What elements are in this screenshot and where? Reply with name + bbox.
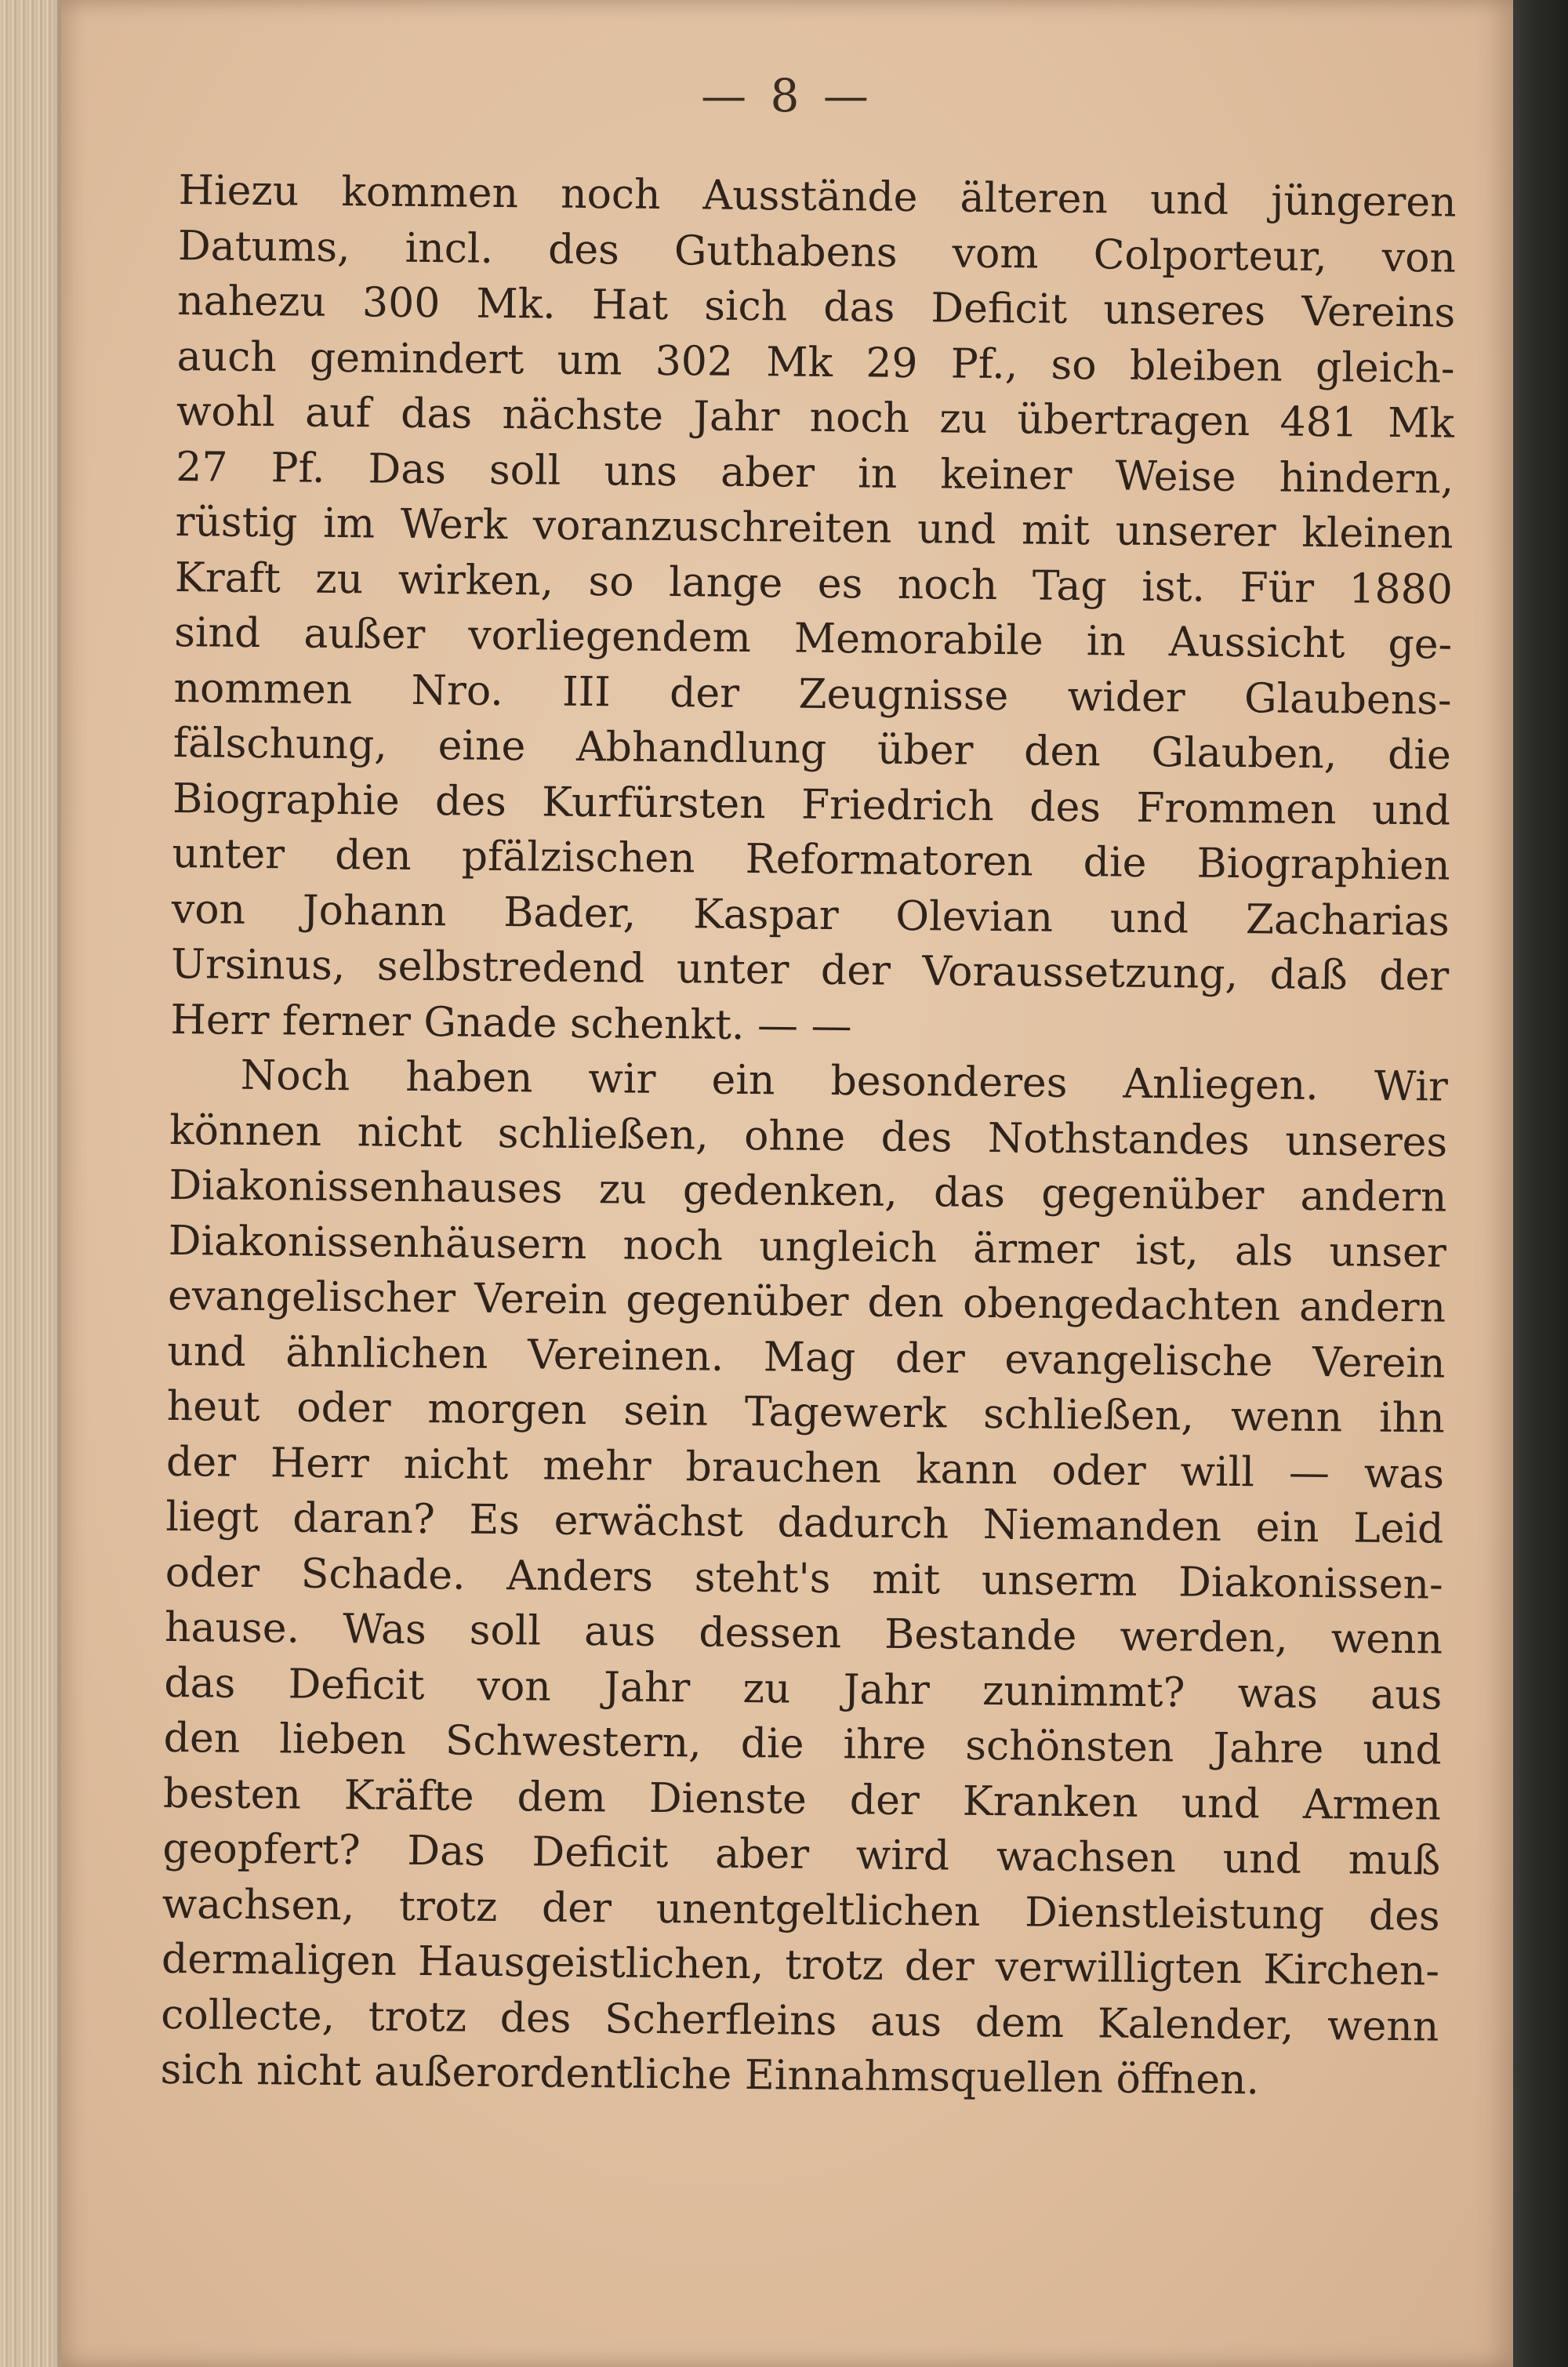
- text-line: wohl auf das nächste Jahr noch zu übertragen 481 Mk: [176, 387, 1455, 448]
- text-line: nahezu 300 Mk. Hat sich das Deficit unseres Vereins: [177, 277, 1456, 337]
- text-line: sind außer vorliegendem Memorabile in Aussicht ge-: [173, 608, 1453, 669]
- text-line: fälschung, eine Abhandlung über den Glauben, die: [172, 719, 1452, 779]
- text-line: nommen Nro. III der Zeugnisse wider Glaubens-: [173, 664, 1452, 724]
- text-line: 27 Pf. Das soll uns aber in keiner Weise hindern,: [175, 443, 1454, 503]
- text-line: oder Schade. Anders steht's mit unserm Diakonissen-: [165, 1548, 1443, 1609]
- book-page: [61, 0, 1513, 2367]
- text-line: collecte, trotz des Scherfleins aus dem Kalender, wenn: [161, 1991, 1439, 2051]
- text-line: unter den pfälzischen Reformatoren die Biographien: [172, 830, 1450, 890]
- text-line: können nicht schließen, ohne des Nothstandes unseres: [169, 1106, 1448, 1167]
- text-line: Ursinus, selbstredend unter der Voraussetzung, daß der: [170, 940, 1450, 1000]
- body-text: [160, 163, 1457, 2110]
- book-cover: [1513, 0, 1568, 2367]
- text-line: Datums, incl. des Guthabens vom Colporteur, von: [177, 222, 1457, 282]
- text-line: der Herr nicht mehr brauchen kann oder will — was: [165, 1438, 1445, 1498]
- text-line: das Deficit von Jahr zu Jahr zunimmt? was aus: [164, 1659, 1443, 1719]
- text-line: und ähnlichen Vereinen. Mag der evangelische Verein: [167, 1327, 1446, 1388]
- page-number: — 8 —: [701, 69, 873, 122]
- text-line: Biographie des Kurfürsten Friedrich des Frommen und: [172, 775, 1451, 835]
- text-line: Diakonissenhauses zu gedenken, das gegenüber andern: [169, 1161, 1447, 1222]
- text-line: auch gemindert um 302 Mk 29 Pf., so bleiben gleich-: [176, 332, 1455, 393]
- text-line: evangelischer Verein gegenüber den obengedachten andern: [167, 1272, 1446, 1332]
- text-line: hause. Was soll aus dessen Bestande werden, wenn: [164, 1603, 1443, 1664]
- text-line: dermaligen Hausgeistlichen, trotz der verwilligten Kirchen-: [161, 1935, 1440, 1995]
- text-line: besten Kräfte dem Dienste der Kranken und Armen: [162, 1770, 1442, 1830]
- text-line: Noch haben wir ein besonderes Anliegen. Wir: [240, 1051, 1449, 1111]
- text-line: wachsen, trotz der unentgeltlichen Dienstleistung des: [162, 1880, 1440, 1940]
- text-line: Hiezu kommen noch Ausstände älteren und jüngeren: [178, 166, 1457, 227]
- text-line: Herr ferner Gnade schenkt. — —: [170, 996, 852, 1050]
- text-line: rüstig im Werk voranzuschreiten und mit unserer kleinen: [175, 498, 1454, 558]
- text-line: heut oder morgen sein Tagewerk schließen, wenn ihn: [166, 1382, 1445, 1443]
- text-line: Diakonissenhäusern noch ungleich ärmer ist, als unser: [168, 1217, 1447, 1277]
- text-line: von Johann Bader, Kaspar Olevian und Zacharias: [171, 885, 1450, 946]
- text-line: liegt daran? Es erwächst dadurch Niemanden ein Leid: [165, 1493, 1444, 1553]
- text-line: den lieben Schwestern, die ihre schönsten Jahre und: [163, 1714, 1442, 1774]
- text-line: Kraft zu wirken, so lange es noch Tag ist. Für 1880: [174, 554, 1454, 614]
- text-line: geopfert? Das Deficit aber wird wachsen und muß: [162, 1824, 1441, 1885]
- text-line: sich nicht außerordentliche Einnahmsquellen öffnen.: [160, 2046, 1260, 2104]
- page-edges: [0, 0, 61, 2367]
